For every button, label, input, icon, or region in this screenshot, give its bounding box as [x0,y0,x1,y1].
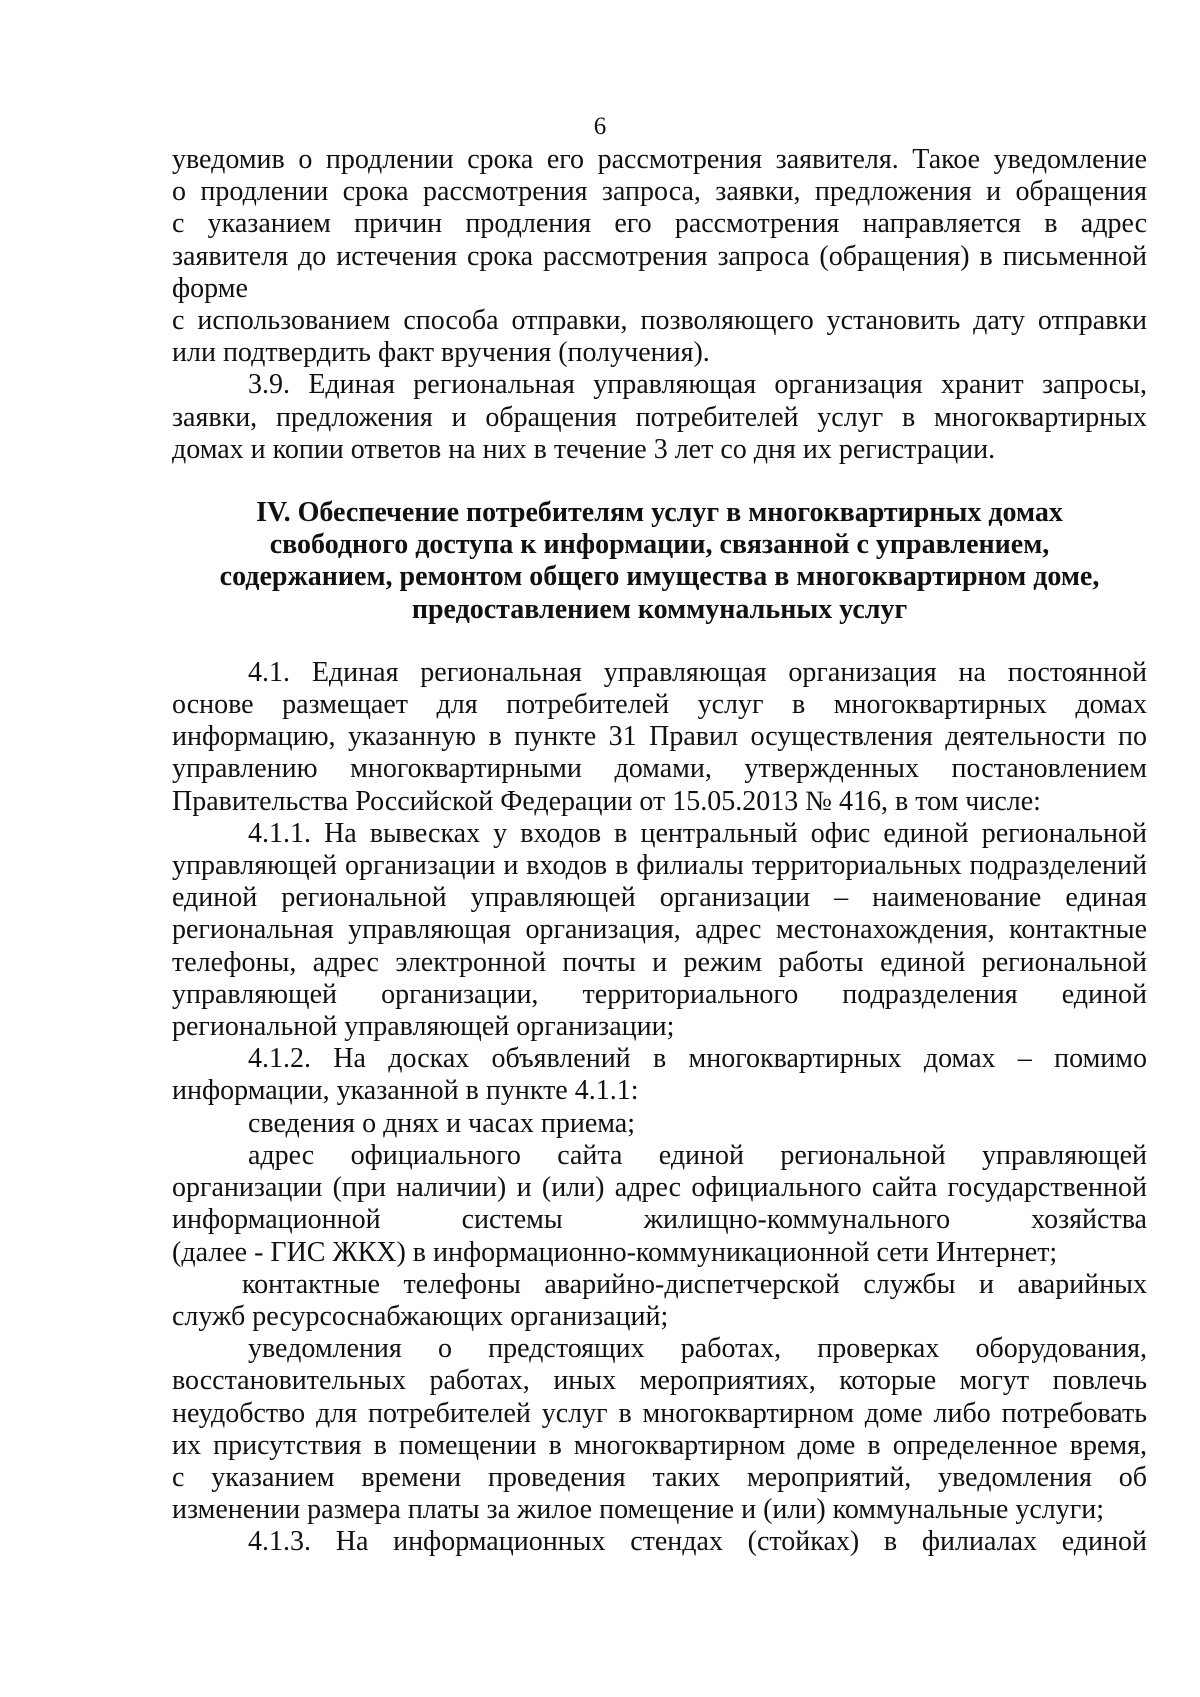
text-line: заявки, предложения и обращения потребителей услуг в многоквартирных [172,401,1147,433]
text-line: изменении размера платы за жилое помещение и (или) коммунальные услуги; [172,1494,1105,1526]
text-line: основе размещает для потребителей услуг в многоквартирных домах [172,689,1147,721]
paragraph-4-1 [172,657,1147,818]
text-line: сведения о днях и часах приема; [248,1107,635,1139]
paragraph [172,305,1147,369]
text-line: уведомив о продлении срока его рассмотрения заявителя. Такое уведомление [172,144,1147,175]
text-line: контактные телефоны аварийно-диспетчерской службы и аварийных [242,1268,1147,1300]
text-line: с указанием причин продления его рассмотрения направляется в адрес [172,208,1147,240]
heading-line: IV. Обеспечение потребителям услуг в многоквартирных домах [256,497,1063,529]
paragraph [172,1269,1147,1333]
text-line: их присутствия в помещении в многоквартирном доме в определенное время, [172,1429,1147,1461]
paragraph [172,1140,1147,1269]
document-body [172,144,1147,1559]
section-heading [172,497,1147,626]
text-line: адрес официального сайта единой региональной управляющей [248,1139,1147,1171]
text-line: 4.1.2. На досках объявлений в многоквартирных домах – помимо [248,1043,1147,1075]
text-line: заявителя до истечения срока рассмотрения запроса (обращения) в письменной [172,240,1147,272]
paragraph-4-1-3 [172,1526,1147,1558]
text-line: информацию, указанную в пункте 31 Правил осуществления деятельности по [172,721,1147,753]
text-line: 4.1.3. На информационных стендах (стойках) в филиалах единой [248,1526,1147,1558]
text-line: управляющей организации, территориального подразделения единой [172,978,1147,1010]
text-line: восстановительных работах, иных мероприятиях, которые могут повлечь [172,1365,1147,1397]
text-line: неудобство для потребителей услуг в многоквартирном доме либо потребовать [172,1397,1147,1429]
text-line: о продлении срока рассмотрения запроса, заявки, предложения и обращения [172,176,1147,208]
paragraph [172,1108,1147,1140]
text-line: 4.1. Единая региональная управляющая организация на постоянной [248,656,1147,688]
heading-line: содержанием, ремонтом общего имущества в многоквартирном доме, [219,561,1100,593]
text-line: телефоны, адрес электронной почты и режим работы единой региональной [172,946,1147,978]
text-line: уведомления о предстоящих работах, проверках оборудования, [248,1333,1147,1365]
heading-line: предоставлением коммунальных услуг [411,593,908,625]
text-line: информационной системы жилищно-коммунального хозяйства [172,1204,1147,1236]
text-line: служб ресурсоснабжающих организаций; [172,1300,669,1332]
text-line: 3.9. Единая региональная управляющая организация хранит запросы, [248,369,1147,401]
text-line: (далее - ГИС ЖКХ) в информационно-коммуникационной сети Интернет; [172,1236,1058,1268]
text-line: организации (при наличии) и (или) адрес официального сайта государственной [172,1172,1147,1204]
text-line: региональной управляющей организации; [172,1011,675,1043]
text-line: единой региональной управляющей организации – наименование единая [172,882,1147,914]
paragraph [172,1333,1147,1526]
text-line: информации, указанной в пункте 4.1.1: [172,1075,639,1107]
text-line: или подтвердить факт вручения (получения). [172,337,710,369]
text-line: домах и копии ответов на них в течение 3 лет со дня их регистрации. [172,433,996,465]
text-line: 4.1.1. На вывесках у входов в центральный офис единой региональной [248,817,1147,849]
text-line: форме [172,272,248,304]
text-line: региональная управляющая организация, адрес местонахождения, контактные [172,914,1147,946]
heading-line: свободного доступа к информации, связанной с управлением, [269,529,1050,561]
text-line: с указанием времени проведения таких мероприятий, уведомления об [172,1461,1147,1493]
paragraph-4-1-1 [172,818,1147,1043]
text-line: с использованием способа отправки, позволяющего установить дату отправки [172,305,1147,337]
paragraph-3-9 [172,369,1147,466]
page-number: 6 [593,113,607,140]
paragraph-4-1-2 [172,1043,1147,1107]
text-line: управлению многоквартирными домами, утвержденных постановлением [172,753,1147,785]
text-line: Правительства Российской Федерации от 15.05.2013 № 416, в том числе: [172,785,1041,817]
paragraph [172,144,1147,305]
text-line: управляющей организации и входов в филиалы территориальных подразделений [172,850,1147,882]
